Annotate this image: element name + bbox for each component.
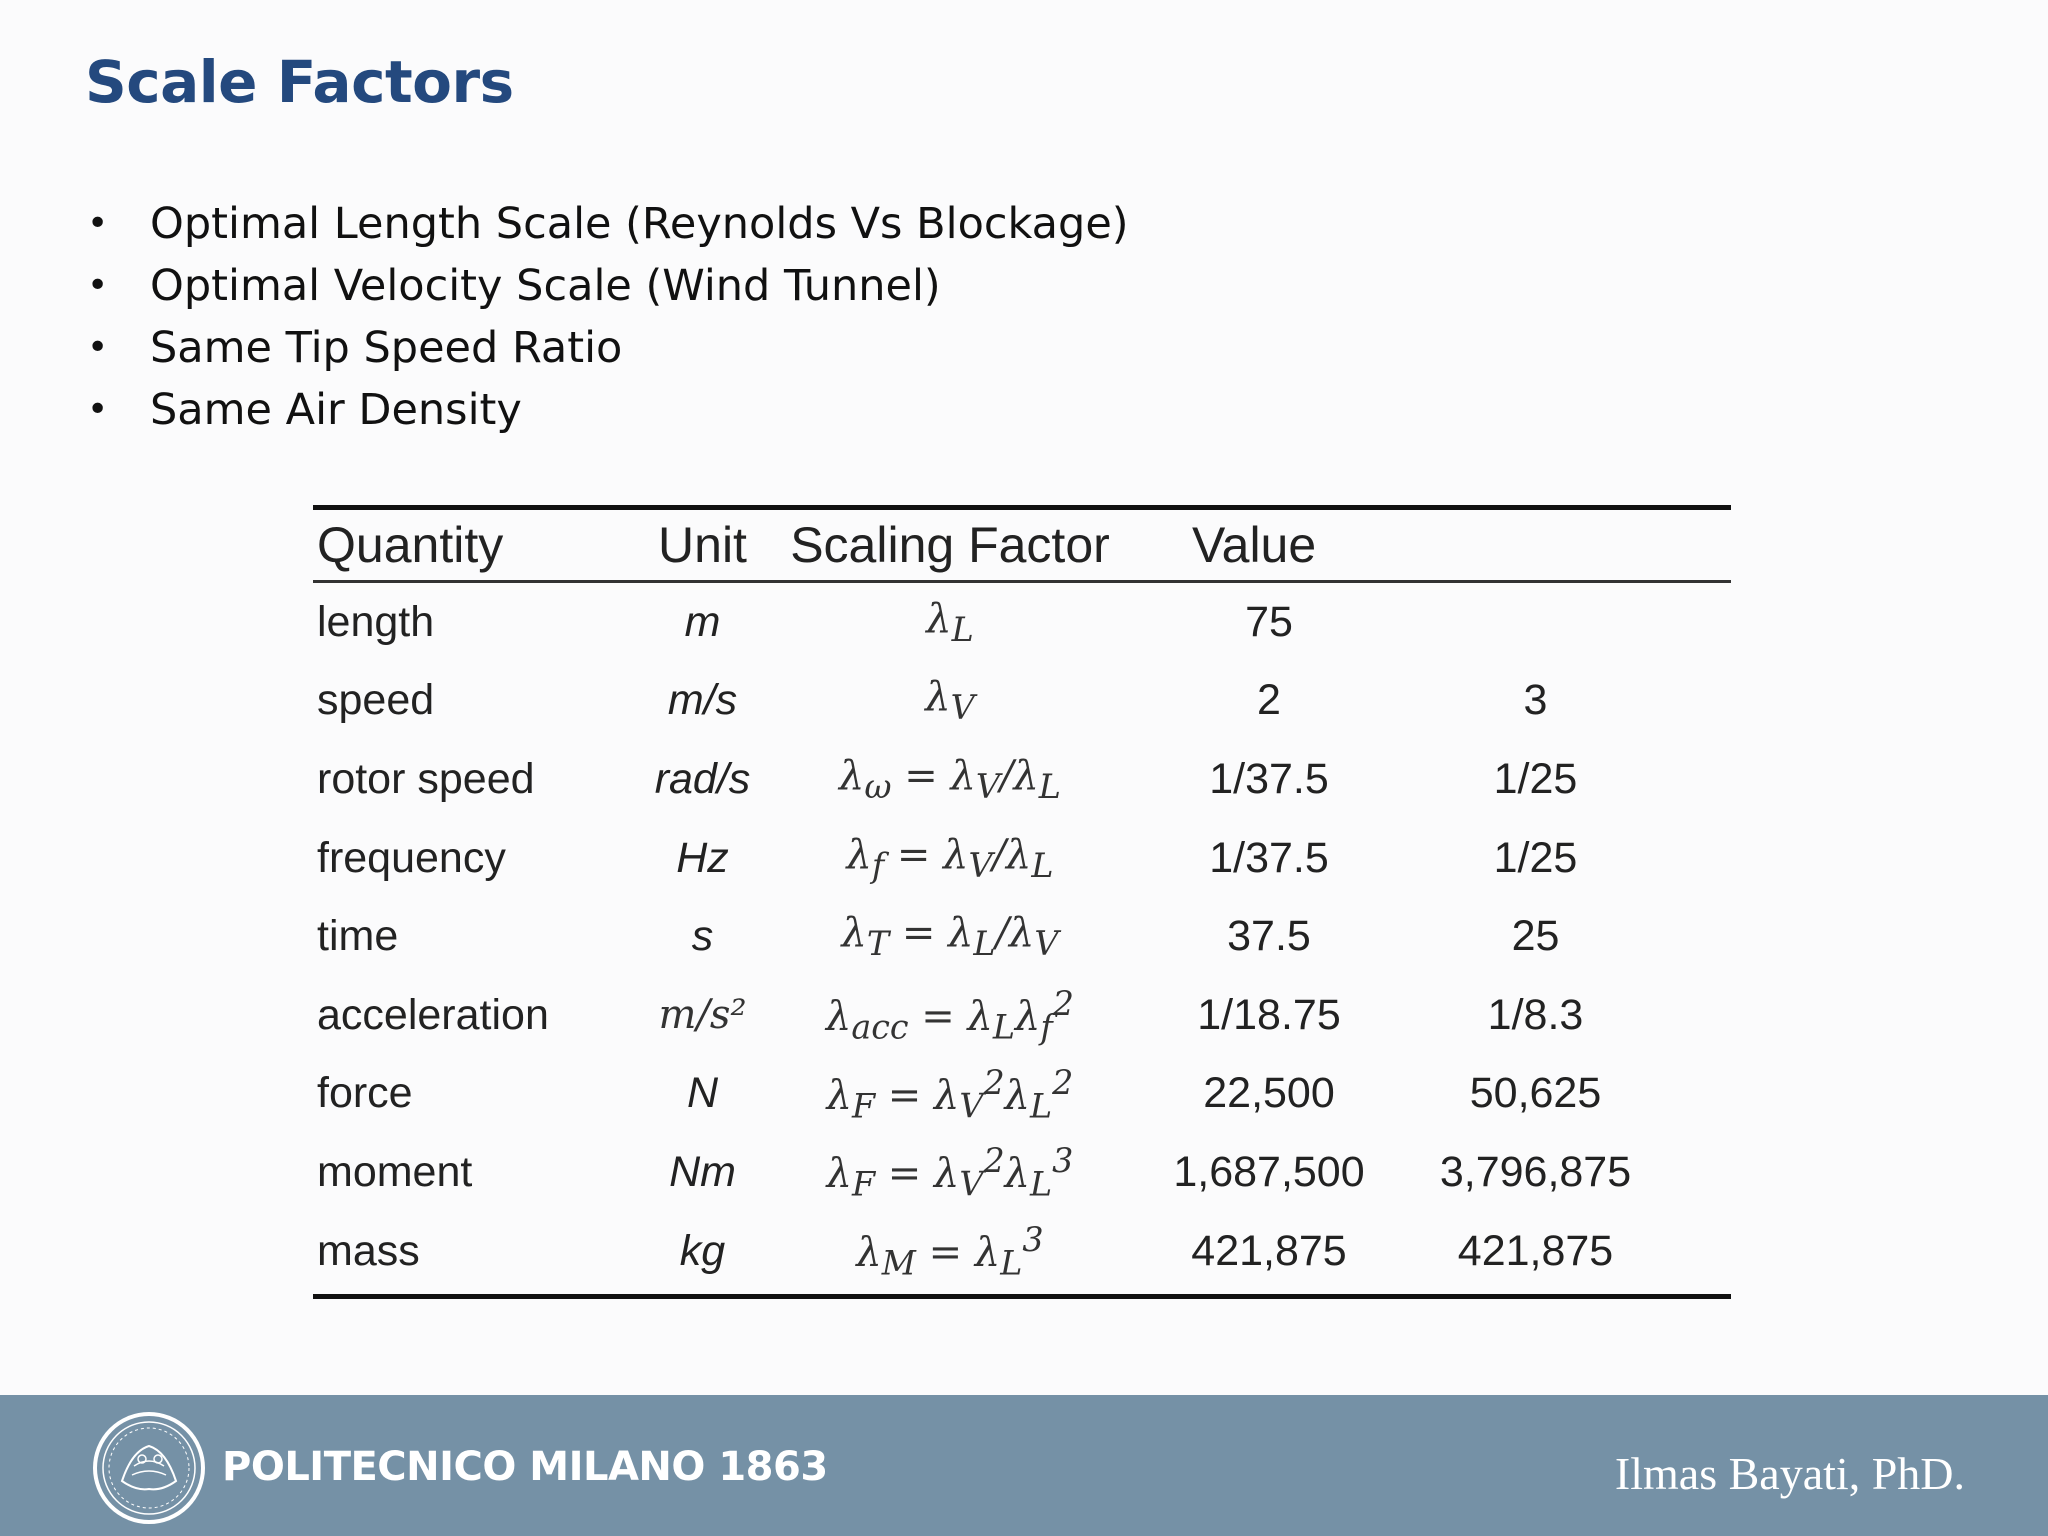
table-row — [313, 662, 1731, 741]
bullet-text: Optimal Velocity Scale (Wind Tunnel) — [150, 261, 941, 311]
cell-quantity: time — [317, 912, 399, 961]
table-row — [313, 897, 1731, 976]
cell-value-2: 421,875 — [1457, 1226, 1614, 1275]
bullet-item — [85, 255, 1129, 317]
cell-value-1: 421,875 — [1191, 1226, 1347, 1275]
cell-value-1: 22,500 — [1203, 1069, 1335, 1118]
brand-name: POLITECNICO MILANO 1863 — [222, 1444, 828, 1490]
table-row — [313, 740, 1731, 819]
cell-value-1: 75 — [1245, 597, 1293, 646]
cell-value-1: 37.5 — [1227, 912, 1311, 961]
slide-title: Scale Factors — [85, 48, 514, 116]
table-row — [313, 1055, 1731, 1134]
cell-value-2: 25 — [1511, 912, 1560, 961]
cell-scaling-factor: $\lambda_{acc} = \lambda_L\lambda_f^2$ — [826, 984, 1074, 1047]
cell-unit: N — [686, 1069, 719, 1118]
header-unit: Unit — [658, 517, 747, 573]
author-name: Ilmas Bayati, PhD. — [1614, 1448, 1965, 1499]
cell-scaling-factor: $\lambda_\omega = \lambda_V/\lambda_L$ — [839, 752, 1061, 806]
cell-value-1: 1/37.5 — [1209, 833, 1329, 882]
table-bottom-rule — [313, 1294, 1731, 1299]
cell-quantity: mass — [317, 1226, 420, 1275]
university-seal-icon — [92, 1411, 206, 1525]
cell-unit: rad/s — [654, 754, 751, 803]
cell-scaling-factor: $\lambda_V$ — [925, 674, 975, 728]
cell-scaling-factor: $\lambda_M = \lambda_L^3$ — [856, 1219, 1044, 1283]
cell-quantity: moment — [317, 1147, 473, 1196]
cell-unit: m/s — [667, 676, 738, 725]
cell-quantity: force — [317, 1069, 413, 1118]
table-row — [313, 1133, 1731, 1212]
cell-value-1: 1,687,500 — [1173, 1147, 1365, 1196]
header-value: Value — [1192, 517, 1317, 573]
table-row — [313, 819, 1731, 898]
cell-unit: kg — [679, 1226, 726, 1275]
cell-value-1: 1/37.5 — [1209, 754, 1329, 803]
cell-unit: Nm — [669, 1147, 736, 1196]
bullet-text: Same Air Density — [150, 385, 522, 435]
cell-scaling-factor: $\lambda_L$ — [926, 595, 974, 649]
table-header-row — [313, 510, 1731, 580]
header-scaling-factor: Scaling Factor — [790, 517, 1110, 573]
table-row — [313, 976, 1731, 1055]
bullet-dot-icon: • — [87, 389, 109, 430]
cell-scaling-factor: $\lambda_F = \lambda_V^2\lambda_L^2$ — [826, 1062, 1074, 1126]
cell-unit: m — [684, 597, 721, 646]
cell-quantity: length — [317, 597, 435, 646]
table-row — [313, 583, 1731, 662]
bullet-item — [85, 317, 1129, 379]
table-row — [313, 1212, 1731, 1291]
scale-factors-table — [313, 505, 1731, 1299]
cell-value-2: 3 — [1523, 676, 1548, 725]
bullet-dot-icon: • — [87, 203, 109, 244]
cell-value-2: 50,625 — [1469, 1069, 1602, 1118]
cell-quantity: acceleration — [317, 990, 549, 1039]
cell-unit: m/s² — [658, 992, 747, 1039]
cell-unit: Hz — [676, 833, 729, 882]
cell-scaling-factor: $\lambda_T = \lambda_L/\lambda_V$ — [841, 910, 1059, 964]
cell-value-2: 1/8.3 — [1487, 990, 1584, 1039]
cell-unit: s — [691, 912, 714, 961]
cell-value-2: 1/25 — [1493, 754, 1578, 803]
bullet-text: Same Tip Speed Ratio — [150, 323, 623, 373]
cell-scaling-factor: $\lambda_f = \lambda_V/\lambda_L$ — [846, 831, 1054, 885]
cell-quantity: rotor speed — [317, 754, 535, 803]
bullet-list — [85, 193, 1129, 441]
bullet-item — [85, 379, 1129, 441]
cell-quantity: speed — [317, 676, 435, 725]
bullet-text: Optimal Length Scale (Reynolds Vs Blockage) — [150, 199, 1129, 249]
bullet-item — [85, 193, 1129, 255]
cell-value-2: 1/25 — [1493, 833, 1578, 882]
cell-scaling-factor: $\lambda_F = \lambda_V^2\lambda_L^3$ — [826, 1141, 1074, 1204]
bullet-dot-icon: • — [87, 265, 109, 306]
bullet-dot-icon: • — [87, 327, 109, 368]
cell-value-1: 1/18.75 — [1197, 990, 1341, 1039]
cell-quantity: frequency — [317, 833, 506, 882]
header-quantity: Quantity — [317, 517, 504, 573]
cell-value-2: 3,796,875 — [1439, 1147, 1632, 1196]
cell-value-1: 2 — [1257, 676, 1281, 725]
